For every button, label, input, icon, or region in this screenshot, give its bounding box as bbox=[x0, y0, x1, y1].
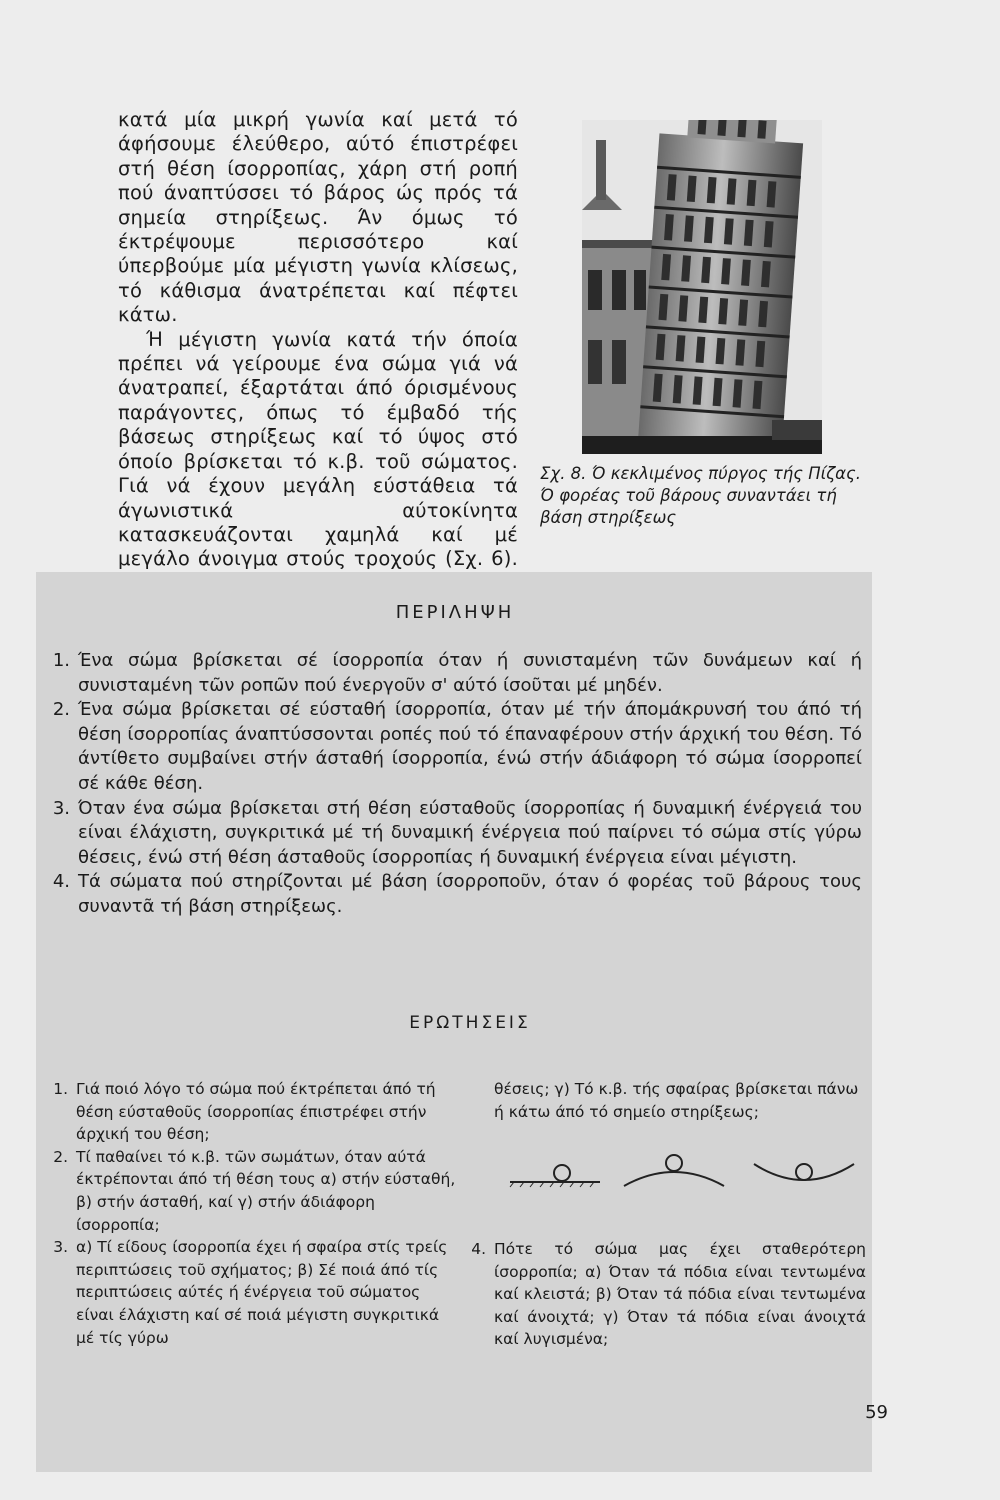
question-number: 1. bbox=[53, 1080, 68, 1098]
summary-item-number: 3. bbox=[52, 797, 70, 819]
question-text: Πότε τό σώμα μας έχει σταθερότερη ίσορροπία; α) Όταν τά πόδια είναι τεντωμένα καί κλειστά; β) Όταν τά πόδια είναι τεντωμένα καί άνοιχτά; γ) Όταν τά πόδια είναι άνοιχτά καί λυγισμένα; bbox=[494, 1240, 866, 1349]
question-text: Τί παθαίνει τό κ.β. τῶν σωμάτων, όταν αύτά έκτρέπονται άπό τή θέση τους α) στήν εύσταθή, β) στήν άσταθή, καί γ) στήν άδιάφορη ίσορροπία; bbox=[76, 1147, 456, 1234]
question-number: 2. bbox=[53, 1147, 68, 1166]
questions-left-column bbox=[46, 1078, 460, 1349]
questions-right-column bbox=[464, 1238, 866, 1351]
question-number: 3. bbox=[53, 1238, 68, 1257]
summary-item-text: Ένα σώμα βρίσκεται σέ εύσταθή ίσορροπία, όταν μέ τήν άπομάκρυνσή του άπό τή θέση ίσορροπίας άναπτύσσονται ροπές πού τό έπαναφέρουν στήν άρχική του θέση. Τό άντίθετο συμβαίνει στήν άσταθή ίσορροπία, ένώ στήν άδιάφορη τό σώμα ίσορροπεί σέ κάθε θέση. bbox=[78, 699, 862, 794]
questions-title: ΕΡΩΤΗΣΕΙΣ bbox=[409, 1013, 531, 1033]
figure-caption: Σχ. 8. Ό κεκλιμένος πύργος τής Πίζας. Ό φορέας τοῦ βάρους συναντάει τή βάση στηρίξεως bbox=[540, 464, 861, 527]
question-item bbox=[46, 1236, 460, 1349]
question-text: α) Τί είδους ίσορροπία έχει ή σφαίρα στίς τρείς περιπτώσεις τοῦ σχήματος; β) Σέ ποιά άπό τίς περιπτώσεις αύτές ή ένέργεια τοῦ σώματος είναι έλάχιστη καί σέ ποιά μέγιστη συγκριτικά μέ τίς γύρω bbox=[76, 1238, 448, 1347]
summary-item-number: 1. bbox=[52, 650, 70, 671]
summary-item bbox=[46, 797, 862, 871]
question-item bbox=[46, 1078, 460, 1146]
summary-item bbox=[46, 870, 862, 919]
question-item bbox=[46, 1146, 460, 1236]
intro-paragraph-1: κατά μία μικρή γωνία καί μετά τό άφήσουμε έλεύθερο, αύτό έπιστρέφει στή θέση ίσορροπίας, χάρη στή ροπή πού άναπτύσσει τό βάρος ώς πρός τά σημεία στηρίξεως. Άν όμως τό έκτρέψουμε περισσότερο καί ύπερβούμε μία μέγιστη γωνία κλίσεως, τό κάθισμα άνατρέπεται καί πέφτει κάτω. bbox=[118, 108, 518, 327]
question-number: 4. bbox=[471, 1240, 486, 1258]
summary-item bbox=[46, 649, 862, 698]
summary-item bbox=[46, 698, 862, 796]
summary-item-text: Όταν ένα σώμα βρίσκεται στή θέση εύσταθοῦς ίσορροπίας ή δυναμική ένέργειά του είναι έλάχιστη, συγκριτικά μέ τή δυναμική ένέργεια πού παίρνει τό σώμα στίς γύρω θέσεις, ένώ στή θέση άσταθοῦς ίσορροπίας ή δυναμική ένέργεια είναι μέγιστη. bbox=[78, 797, 862, 868]
summary-item-text: Τά σώματα πού στηρίζονται μέ βάση ίσορροποῦν, όταν ό φορέας τοῦ βάρους τους συναντᾶ τή βάση στηρίξεως. bbox=[78, 871, 862, 917]
summary-item-number: 2. bbox=[52, 699, 70, 721]
question-continuation: θέσεις; γ) Τό κ.β. τής σφαίρας βρίσκεται πάνω ή κάτω άπό τό σημείο στηρίξεως; bbox=[494, 1080, 859, 1121]
question-text: Γιά ποιό λόγο τό σώμα πού έκτρέπεται άπό τή θέση εύσταθοῦς ίσορροπίας έπιστρέφει στήν άρχική του θέση; bbox=[76, 1080, 436, 1144]
summary-item-number: 4. bbox=[52, 871, 70, 893]
summary-item-text: Ένα σώμα βρίσκεται σέ ίσορροπία όταν ή συνισταμένη τῶν δυνάμεων καί ή συνισταμένη τῶν ροπῶν πού ένεργοῦν σ' αύτό ίσοῦται μέ μηδέν. bbox=[78, 650, 862, 696]
equilibrium-figure bbox=[504, 1144, 884, 1204]
leaning-tower-photo bbox=[582, 120, 822, 454]
summary-list bbox=[46, 649, 862, 920]
summary-title: ΠΕΡΙΛΗΨΗ bbox=[395, 602, 515, 623]
intro-text bbox=[118, 108, 518, 621]
question-item bbox=[464, 1238, 866, 1351]
page-number: 59 bbox=[865, 1402, 888, 1423]
intro-paragraph-2: Ή μέγιστη γωνία κατά τήν όποία πρέπει νά γείρουμε ένα σώμα γιά νά άνατραπεί, έξαρτάται άπό όρισμένους παράγοντες, όπως τό έμβαδό τής βάσεως στηρίξεως καί τό ύψος στό όποίο βρίσκεται τό κ.β. τοῦ σώματος. Γιά νά έχουν μεγάλη εύστάθεια τά άγωνιστικά αύτοκίνητα κατασκευάζονται χαμηλά καί μέ μεγάλο άνοιγμα στούς τροχούς (Σχ. 6). bbox=[118, 327, 518, 571]
